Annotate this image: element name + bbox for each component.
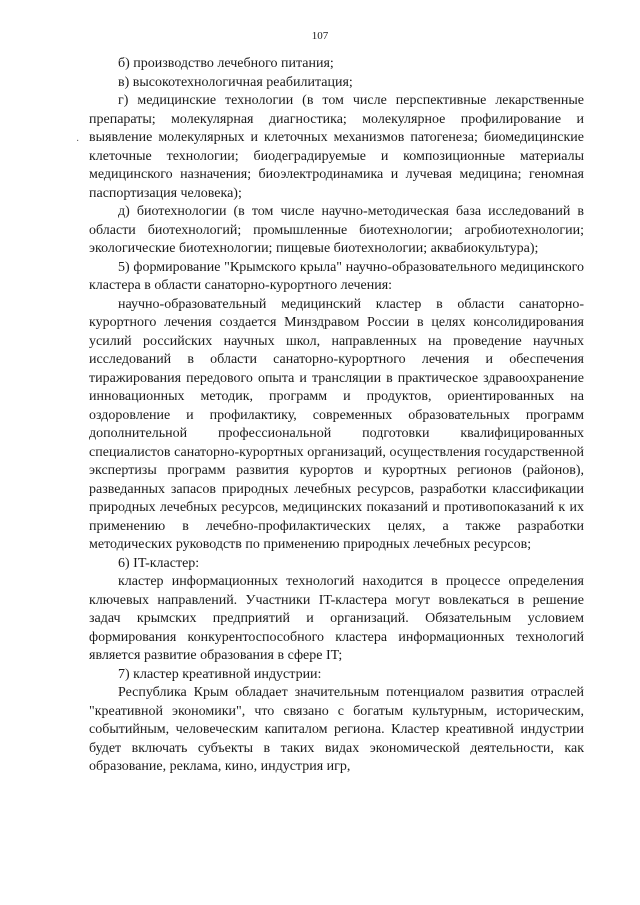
page-number: 107	[311, 30, 329, 42]
paragraph-v: в) высокотехнологичная реабилитация;	[118, 74, 353, 90]
paragraph-item-5: 5) формирование "Крымского крыла" научно-образовательного медицинского кластера в области санаторно-курортного лечения:	[89, 259, 584, 293]
document-body	[89, 55, 584, 777]
paragraph-d: д) биотехнологии (в том числе научно-методическая база исследований в области биотехнологий; промышленные биотехнологии; агробиотехнологии; экологические биотехнологии; пищевые биотехнологии; аквабиокультура);	[89, 204, 584, 256]
margin-mark: ·	[76, 136, 80, 147]
paragraph-b: б) производство лечебного питания;	[118, 56, 334, 71]
paragraph-item-7: 7) кластер креативной индустрии:	[118, 666, 322, 682]
paragraph-creative-cluster: Республика Крым обладает значительным потенциалом развития отраслей "креативной экономики", что связано с богатым культурным, историческим, событийным, человеческим капиталом региона. Кластер креативной индустрии будет включать субъекты в таких видах экономической деятельности, как образование, реклама, кино, индустрия игр,	[89, 685, 584, 774]
paragraph-it-cluster: кластер информационных технологий находится в процессе определения ключевых направлений. Участники IT-кластера могут вовлекаться в решение задач крымских предприятий и организаций. Обязательным условием формирования конкурентоспособного кластера информационных технологий является развитие образования в сфере IT;	[89, 574, 584, 663]
paragraph-g: г) медицинские технологии (в том числе перспективные лекарственные препараты; молекулярная диагностика; молекулярное профилирование и выявление молекулярных и клеточных механизмов патогенеза; биомедицинские клеточные технологии; биодеградируемые и композиционные материалы медицинского назначения; биоэлектродинамика и лучевая медицина; геномная паспортизация человека);	[89, 93, 584, 201]
paragraph-item-6: 6) IT-кластер:	[118, 555, 200, 571]
paragraph-cluster-description: научно-образовательный медицинский кластер в области санаторно-курортного лечения создается Минздравом России в целях консолидирования усилий российских научных школ, направленных на проведение научных исследований в области санаторно-курортного лечения и обеспечения тиражирования передового опыта и трансляции в практическое здравоохранение инновационных методик, программ и продуктов, ориентированных на оздоровление и профилактику, современных образовательных программ дополнительной профессиональной подготовки квалифицированных специалистов санаторно-курортных организаций, осуществления государственной экспертизы программ развития курортов и курортных регионов (районов), разведанных запасов природных лечебных ресурсов, разработки классификации природных лечебных ресурсов, медицинских показаний и противопоказаний к их применению в лечебно-профилактических целях, а также разработки методических руководств по применению природных лечебных ресурсов;	[89, 296, 584, 552]
